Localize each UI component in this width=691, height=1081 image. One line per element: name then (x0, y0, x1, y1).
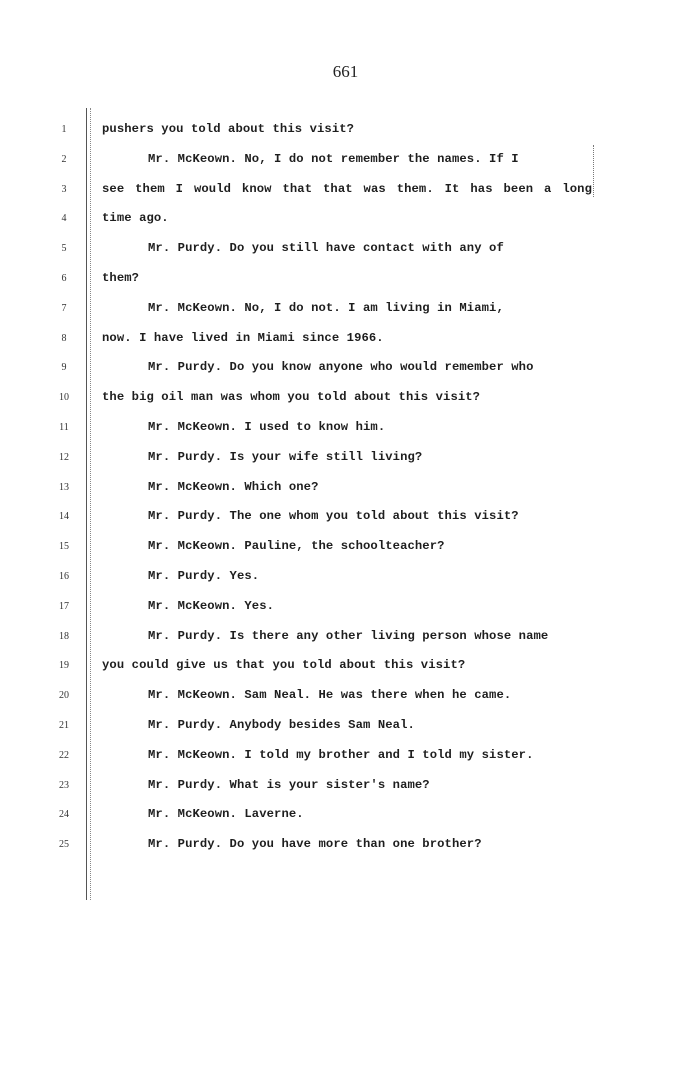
line-text: Mr. McKeown. Yes. (148, 598, 275, 613)
line-number: 23 (59, 779, 69, 791)
transcript-line (0, 118, 691, 142)
line-number: 19 (59, 660, 69, 672)
line-text: pushers you told about this visit? (102, 122, 355, 136)
transcript-line (0, 714, 691, 738)
transcript-line (0, 416, 691, 440)
line-number: 10 (59, 392, 69, 404)
transcript-line (0, 386, 691, 410)
transcript-line (0, 833, 691, 857)
line-number: 25 (59, 839, 69, 851)
line-number: 14 (59, 511, 69, 523)
transcript-line (0, 535, 691, 559)
transcript-line (0, 684, 691, 708)
line-text: Mr. McKeown. No, I do not. I am living in Miami, (148, 300, 504, 315)
line-text: the big oil man was whom you told about this visit? (102, 390, 481, 405)
line-number: 13 (59, 481, 69, 493)
line-text: Mr. Purdy. Yes. (148, 569, 260, 583)
line-text: Mr. McKeown. No, I do not remember the names. If I (148, 151, 519, 166)
line-number: 2 (61, 153, 67, 165)
line-text: see them I would know that that was them. It has been a long (102, 181, 592, 196)
line-text: Mr. McKeown. Pauline, the schoolteacher? (148, 539, 445, 554)
line-text: Mr. McKeown. Laverne. (148, 807, 304, 822)
transcript-line (0, 207, 691, 231)
line-text: Mr. Purdy. Is your wife still living? (148, 449, 423, 464)
line-number: 18 (59, 630, 69, 642)
transcript-line (0, 297, 691, 321)
transcript-line (0, 595, 691, 619)
line-text: Mr. Purdy. Anybody besides Sam Neal. (148, 718, 415, 732)
line-text: Mr. Purdy. Do you have more than one brother? (148, 837, 482, 852)
line-number: 9 (61, 362, 67, 374)
line-number: 11 (59, 422, 69, 433)
transcript-line (0, 148, 691, 172)
line-number: 17 (59, 600, 69, 612)
transcript-line (0, 476, 691, 500)
line-text: Mr. McKeown. I used to know him. (148, 420, 386, 434)
transcript-line (0, 803, 691, 827)
transcript-line (0, 237, 691, 261)
transcript-line (0, 744, 691, 768)
line-text: Mr. Purdy. Is there any other living person whose name (148, 628, 549, 643)
line-number: 1 (61, 124, 67, 135)
line-text: Mr. Purdy. Do you know anyone who would remember who (148, 360, 534, 375)
line-text: Mr. McKeown. I told my brother and I told my sister. (148, 747, 534, 762)
line-number: 21 (59, 720, 69, 731)
line-number: 12 (59, 451, 69, 463)
transcript-line (0, 774, 691, 798)
line-text: Mr. Purdy. What is your sister's name? (148, 777, 430, 792)
line-number: 4 (61, 213, 67, 225)
line-text: them? (102, 271, 140, 285)
transcript-line (0, 356, 691, 380)
line-number: 16 (59, 571, 69, 582)
line-text: Mr. McKeown. Which one? (148, 479, 319, 494)
line-text: you could give us that you told about this visit? (102, 658, 466, 673)
line-text: Mr. Purdy. Do you still have contact with any of (148, 241, 504, 256)
line-text: Mr. McKeown. Sam Neal. He was there when he came. (148, 688, 512, 703)
transcript-line (0, 505, 691, 529)
transcript-line (0, 654, 691, 678)
line-number: 15 (59, 541, 69, 553)
page-number: 661 (332, 62, 359, 81)
line-number: 6 (61, 273, 67, 284)
line-text: time ago. (102, 211, 169, 226)
transcript-line (0, 625, 691, 649)
line-number: 24 (59, 809, 69, 821)
transcript-line (0, 446, 691, 470)
line-number: 7 (61, 302, 67, 314)
transcript-line (0, 327, 691, 351)
line-number: 3 (61, 183, 67, 195)
line-number: 22 (59, 749, 69, 761)
line-text: Mr. Purdy. The one whom you told about this visit? (148, 509, 519, 524)
line-number: 5 (61, 243, 67, 255)
transcript-line (0, 267, 691, 291)
transcript-line (0, 565, 691, 589)
transcript-line (0, 178, 691, 202)
line-number: 8 (61, 332, 67, 344)
line-number: 20 (59, 690, 69, 702)
line-text: now. I have lived in Miami since 1966. (102, 330, 384, 345)
